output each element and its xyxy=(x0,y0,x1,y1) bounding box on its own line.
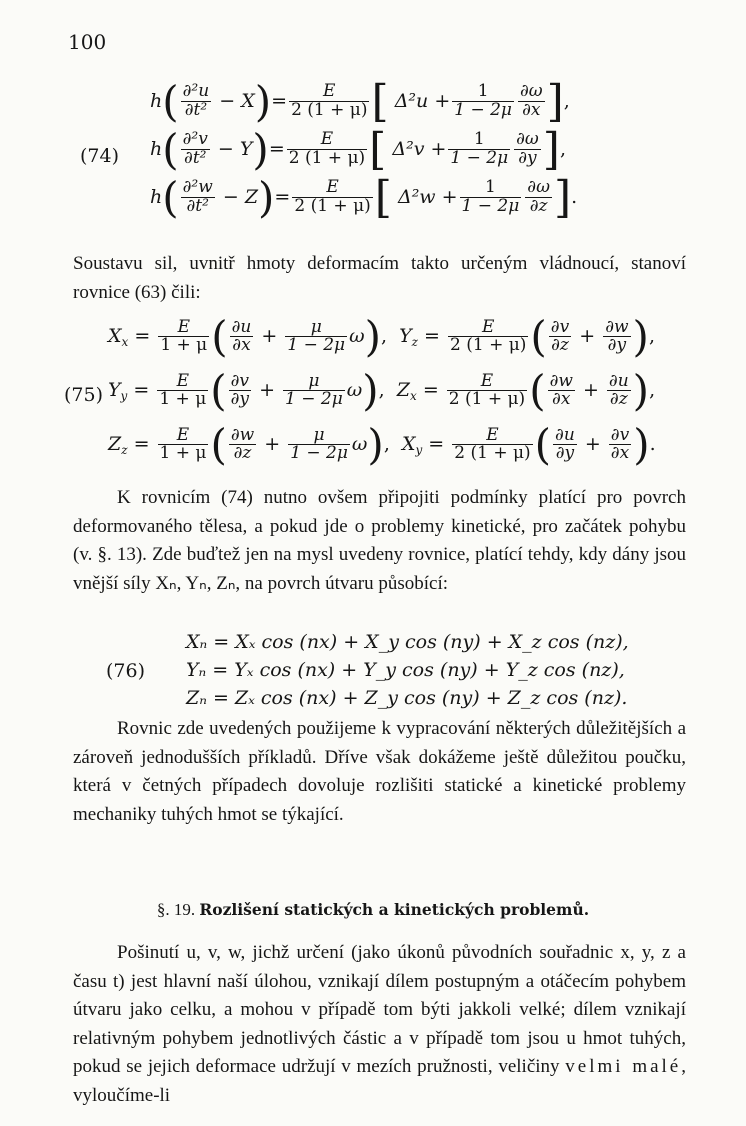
paragraph-displacements-text: Pošinutí u, v, w, jichž určení (jako úkonů původních souřadnic x, y, z a času t) jest hlavní naší úlohou, vznikají dílem postupným a otáčecím pohybem útvaru jako celku, a mohou v případě tom býti jakkoli velké; dílem vznikají relativným pohybem jednotlivých částic a v případě tom jsou u hmot tuhých, pokud se jejich deformace udržují v mezích pružnosti, veličiny xyxy=(73,942,686,1078)
eq74-bracket-close: ] xyxy=(546,76,564,127)
eq74-paren-open: ( xyxy=(162,172,179,222)
eq74-bracket-open: [ xyxy=(374,172,392,223)
spaced-emphasis: velmi malé xyxy=(565,1056,682,1078)
eq74-h: h xyxy=(150,137,163,160)
equation-75-line-1: $X_x$ = $\frac{E}{1 + \mu}$ ( $\frac{\partial u}{\partial x}$ + $\frac{\mu}{1 - 2\mu}$ ω), $Y_z$ = $\frac{E}{2 (1 + \mu)}$ ( $\frac{\partial v}{\partial z}$ + $\frac{\partial w}{\partial y}$ ), xyxy=(108,312,655,361)
equation-76-line-2: Yₙ = Yₓ cos (nx) + Y_y cos (ny) + Y_z cos (nz), xyxy=(186,659,625,681)
equation-74-line-3: h( $\frac{\text{∂²w}}{\text{∂t²}}$ − Z)= $\frac{E}{2 (1 + \mu)}$ [ Δ²w + $\frac{1}{1 - 2\mu}$ $\frac{\partial\omega}{\partial z}$ ]. xyxy=(150,172,578,223)
paragraph-boundary-text: K rovnicím (74) nutno ovšem připojiti podmínky platící pro povrch deformovaného tělesa, a pokud jde o problemy kinetické, pro začátek pohybu (v. §. 13). Zde buďtež jen na mysl uvedeny rovnice, platící tehdy, kdy dány jsou vnější síly Xₙ, Yₙ, Zₙ, na povrch útvaru působící: xyxy=(73,487,686,594)
eq74-paren-open: ( xyxy=(162,124,179,174)
eq74-paren-close: ) xyxy=(254,76,272,126)
eq75-left-coef: $\frac{E}{1 + \mu}$ xyxy=(159,424,207,464)
eq75-right-coef: $\frac{E}{2 (1 + \mu)}$ xyxy=(450,316,527,356)
equation-74-line-2: h( $\frac{\text{∂²v}}{\text{∂t²}}$ − Y)= $\frac{E}{2 (1 + \mu)}$ [ Δ²v + $\frac{1}{1 - 2\mu}$ $\frac{\partial\omega}{\partial y}$ ], xyxy=(150,124,567,175)
eq74-bracket-close: ] xyxy=(553,172,572,223)
eq75-left-coef: $\frac{E}{1 + \mu}$ xyxy=(160,316,208,356)
eq74-paren-close: ) xyxy=(252,124,269,174)
eq74-inv-frac: $\frac{1}{1 - 2\mu}$ xyxy=(461,177,520,217)
eq75-right-coef: $\frac{E}{2 (1 + \mu)}$ xyxy=(448,370,526,410)
paragraph-displacements xyxy=(73,939,686,1111)
equation-label-74: (74) xyxy=(80,145,120,167)
eq74-inv-frac: $\frac{1}{1 - 2\mu}$ xyxy=(450,129,509,169)
eq74-domega-frac: $\frac{\partial\omega}{\partial y}$ xyxy=(516,129,539,169)
eq74-lhs-frac: $\frac{\text{∂²v}}{\text{∂t²}}$ xyxy=(182,129,208,169)
section-heading xyxy=(0,900,746,920)
paragraph-examples xyxy=(73,715,686,829)
eq74-paren-open: ( xyxy=(162,76,179,126)
eq74-domega-frac: $\frac{\partial\omega}{\partial x}$ xyxy=(519,81,543,121)
section-number: §. 19. xyxy=(156,900,196,919)
section-title: Rozlišení statických a kinetických problemů. xyxy=(199,900,590,919)
equation-76-line-3: Zₙ = Zₓ cos (nx) + Z_y cos (ny) + Z_z cos (nz). xyxy=(186,687,628,709)
eq74-coef-frac: $\frac{E}{2 (1 + \mu)}$ xyxy=(288,129,366,169)
eq74-paren-close: ) xyxy=(258,172,275,222)
eq74-coef-frac: $\frac{E}{2 (1 + \mu)}$ xyxy=(294,177,371,217)
page-number: 100 xyxy=(68,30,107,54)
eq74-bracket-open: [ xyxy=(371,76,389,127)
eq74-bracket-open: [ xyxy=(369,124,387,175)
paragraph-displacements-end: , vyloučíme-li xyxy=(73,1056,686,1106)
eq75-right-coef: $\frac{E}{2 (1 + \mu)}$ xyxy=(454,424,531,464)
equation-label-75: (75) xyxy=(64,384,104,406)
eq74-lhs-frac: $\frac{\text{∂²u}}{\text{∂t²}}$ xyxy=(182,81,210,121)
paragraph-forces: Soustavu sil, uvnitř hmoty deformacím takto určeným vládnoucí, stanoví rovnice (63) čili: xyxy=(73,253,686,303)
eq74-coef-frac: $\frac{E}{2 (1 + \mu)}$ xyxy=(291,81,368,121)
equation-74-line-1: h( $\frac{\text{∂²u}}{\text{∂t²}}$ − X)= $\frac{E}{2 (1 + \mu)}$ [ Δ²u + $\frac{1}{1 - 2\mu}$ $\frac{\partial\omega}{\partial x}$ ], xyxy=(150,76,570,127)
eq74-h: h xyxy=(150,89,163,112)
eq74-inv-frac: $\frac{1}{1 - 2\mu}$ xyxy=(454,81,512,121)
equation-label-76: (76) xyxy=(106,660,146,682)
eq74-domega-frac: $\frac{\partial\omega}{\partial z}$ xyxy=(527,177,550,217)
equation-75-line-3: $Z_z$ = $\frac{E}{1 + \mu}$ ( $\frac{\partial w}{\partial z}$ + $\frac{\mu}{1 - 2\mu}$ ω), $X_y$ = $\frac{E}{2 (1 + \mu)}$ ( $\frac{\partial u}{\partial y}$ + $\frac{\partial v}{\partial x}$ ). xyxy=(108,420,656,469)
eq74-bracket-close: ] xyxy=(542,124,560,175)
eq75-left-coef: $\frac{E}{1 + \mu}$ xyxy=(159,370,207,410)
equation-76-line-1: Xₙ = Xₓ cos (nx) + X_y cos (ny) + X_z cos (nz), xyxy=(186,631,629,653)
equation-75-line-2: $Y_y$ = $\frac{E}{1 + \mu}$ ( $\frac{\partial v}{\partial y}$ + $\frac{\mu}{1 - 2\mu}$ ω), $Z_x$ = $\frac{E}{2 (1 + \mu)}$ ( $\frac{\partial w}{\partial x}$ + $\frac{\partial u}{\partial z}$ ), xyxy=(108,366,656,415)
paragraph-examples-text: Rovnic zde uvedených použijeme k vypracování některých důležitějších a zároveň jednodušších příkladů. Dříve však dokážeme ještě důležitou poučku, která v četných případech dovoluje rozlišiti statické a kinetické problemy mechaniky tuhých hmot se týkající. xyxy=(73,718,686,825)
paragraph-boundary-conditions xyxy=(73,484,686,598)
eq74-lhs-frac: $\frac{\text{∂²w}}{\text{∂t²}}$ xyxy=(182,177,213,217)
eq74-h: h xyxy=(150,185,163,208)
